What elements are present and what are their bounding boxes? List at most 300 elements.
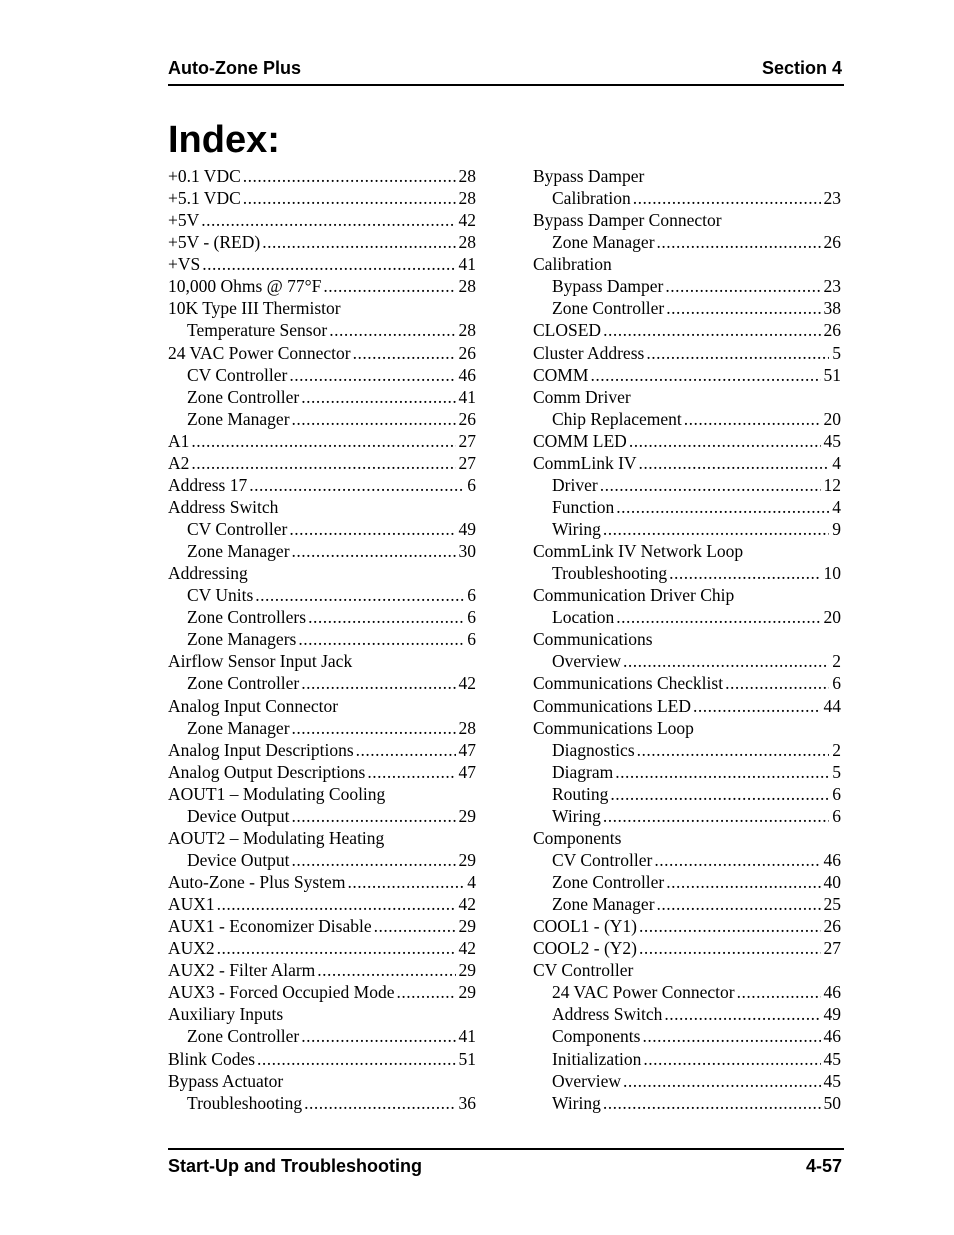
index-page-number: 26 xyxy=(823,232,841,253)
index-page-number: 6 xyxy=(467,607,476,628)
index-term: Address 17 xyxy=(168,474,248,495)
index-subentry xyxy=(168,408,476,430)
dot-leader xyxy=(614,606,820,628)
dot-leader xyxy=(601,319,820,341)
index-entry xyxy=(168,231,476,253)
dot-leader xyxy=(664,871,820,893)
dot-leader xyxy=(637,452,830,474)
dot-leader xyxy=(663,275,820,297)
index-term: CLOSED xyxy=(533,320,602,341)
index-page-number: 46 xyxy=(823,1026,841,1047)
index-subentry xyxy=(168,805,476,827)
dot-leader xyxy=(655,893,821,915)
index-page-number: 27 xyxy=(458,430,476,451)
dot-leader xyxy=(287,518,455,540)
index-term: COMM xyxy=(533,364,589,385)
index-term: Zone Controller xyxy=(187,673,300,694)
footer-page-number: 4-57 xyxy=(805,1156,842,1176)
index-term: Driver xyxy=(552,474,598,495)
index-page-number: 28 xyxy=(458,276,476,297)
index-subentry xyxy=(168,364,476,386)
index-term: Communications Checklist xyxy=(533,673,724,694)
index-term: Zone Manager xyxy=(187,541,290,562)
index-term: COOL1 - (Y1) xyxy=(533,916,638,937)
dot-leader xyxy=(290,805,456,827)
index-entry xyxy=(168,761,476,783)
index-entry xyxy=(168,1003,476,1025)
index-subentry xyxy=(533,739,841,761)
index-entry xyxy=(168,474,476,496)
index-entry xyxy=(168,959,476,981)
index-entry xyxy=(533,937,841,959)
dot-leader xyxy=(321,275,455,297)
index-page-number: 42 xyxy=(458,210,476,231)
index-subentry xyxy=(533,231,841,253)
index-page-number: 45 xyxy=(823,1070,841,1091)
header-section-label: Section 4 xyxy=(761,58,842,78)
index-page-number: 51 xyxy=(458,1048,476,1069)
index-subentry xyxy=(533,805,841,827)
dot-leader xyxy=(637,937,820,959)
index-term: Address Switch xyxy=(552,1004,663,1025)
index-page-number: 26 xyxy=(823,916,841,937)
index-entry xyxy=(168,275,476,297)
index-entry xyxy=(168,937,476,959)
index-page-number: 44 xyxy=(823,695,841,716)
index-entry xyxy=(168,187,476,209)
dot-leader xyxy=(394,981,455,1003)
index-page-number: 5 xyxy=(832,761,841,782)
index-page-number: 41 xyxy=(458,254,476,275)
index-subentry xyxy=(168,518,476,540)
index-term: Comm Driver xyxy=(533,386,631,407)
index-page-number: 29 xyxy=(458,960,476,981)
index-page-number: 27 xyxy=(823,938,841,959)
dot-leader xyxy=(627,430,821,452)
index-page-number: 23 xyxy=(823,276,841,297)
index-subentry xyxy=(533,1025,841,1047)
footer-chapter-title: Start-Up and Troubleshooting xyxy=(168,1156,422,1176)
index-page-number: 26 xyxy=(458,342,476,363)
dot-leader xyxy=(640,1025,820,1047)
index-page-number: 29 xyxy=(458,982,476,1003)
index-term: Calibration xyxy=(533,254,612,275)
index-entry xyxy=(168,695,476,717)
index-entry xyxy=(533,695,841,717)
index-term: Diagnostics xyxy=(552,739,635,760)
index-entry xyxy=(168,209,476,231)
dot-leader xyxy=(601,1092,821,1114)
index-entry xyxy=(533,165,841,187)
index-page-number: 46 xyxy=(458,364,476,385)
index-page-number: 45 xyxy=(823,430,841,451)
dot-leader xyxy=(189,430,455,452)
index-term: Overview xyxy=(552,651,622,672)
dot-leader xyxy=(287,364,455,386)
index-subentry xyxy=(533,871,841,893)
dot-leader xyxy=(345,871,464,893)
index-subentry xyxy=(533,474,841,496)
index-page-number: 5 xyxy=(832,342,841,363)
dot-leader xyxy=(608,783,829,805)
index-term: AOUT1 – Modulating Cooling xyxy=(168,783,386,804)
index-page-number: 30 xyxy=(458,541,476,562)
index-term: CV Controller xyxy=(187,519,288,539)
index-page-number: 49 xyxy=(458,519,476,539)
page-title: Index: xyxy=(168,119,280,161)
index-entry xyxy=(168,165,476,187)
index-entry xyxy=(533,915,841,937)
index-page-number: 28 xyxy=(458,717,476,738)
index-term: AUX1 - Economizer Disable xyxy=(168,916,372,937)
index-entry xyxy=(533,342,841,364)
index-entry xyxy=(168,496,476,518)
index-entry xyxy=(533,430,841,452)
dot-leader xyxy=(621,650,829,672)
dot-leader xyxy=(290,540,456,562)
dot-leader xyxy=(215,893,456,915)
dot-leader xyxy=(621,1070,820,1092)
index-term: COOL2 - (Y2) xyxy=(533,938,638,959)
index-page-number: 4 xyxy=(832,496,841,517)
index-term: CommLink IV xyxy=(533,452,637,473)
index-subentry xyxy=(168,849,476,871)
index-term: COMM LED xyxy=(533,430,627,451)
index-subentry xyxy=(533,1092,841,1114)
index-page-number: 46 xyxy=(823,982,841,1003)
dot-leader xyxy=(735,981,821,1003)
index-subentry xyxy=(168,606,476,628)
dot-leader xyxy=(247,474,464,496)
index-subentry xyxy=(168,1092,476,1114)
index-entry xyxy=(533,319,841,341)
index-term: Routing xyxy=(552,783,609,804)
index-page-number: 41 xyxy=(458,386,476,407)
index-entry xyxy=(168,893,476,915)
dot-leader xyxy=(189,452,455,474)
index-term: Initialization xyxy=(552,1048,642,1069)
index-page-number: 27 xyxy=(458,452,476,473)
dot-leader xyxy=(691,695,821,717)
index-subentry xyxy=(168,628,476,650)
index-term: Zone Manager xyxy=(552,894,655,915)
index-term: CV Controller xyxy=(533,960,634,981)
index-page-number: 2 xyxy=(832,651,841,672)
dot-leader xyxy=(255,1048,455,1070)
index-term: Zone Controller xyxy=(552,298,665,319)
index-term: Addressing xyxy=(168,563,248,584)
index-page-number: 51 xyxy=(823,364,841,385)
dot-leader xyxy=(241,187,456,209)
index-subentry xyxy=(168,672,476,694)
dot-leader xyxy=(302,1092,455,1114)
dot-leader xyxy=(662,1003,820,1025)
index-page-number: 26 xyxy=(823,320,841,341)
dot-leader xyxy=(372,915,456,937)
index-term: Overview xyxy=(552,1070,622,1091)
index-page-number: 9 xyxy=(832,519,841,539)
index-term: Device Output xyxy=(187,805,290,826)
index-entry xyxy=(533,253,841,275)
index-page-number: 29 xyxy=(458,916,476,937)
index-term: Zone Controller xyxy=(187,386,300,407)
index-page-number: 10 xyxy=(823,563,841,584)
dot-leader xyxy=(299,672,455,694)
index-term: AUX1 xyxy=(168,894,215,915)
dot-leader xyxy=(682,408,821,430)
index-entry xyxy=(168,452,476,474)
index-entry xyxy=(168,562,476,584)
dot-leader xyxy=(241,165,456,187)
dot-leader xyxy=(601,518,829,540)
dot-leader xyxy=(296,628,464,650)
index-entry xyxy=(533,209,841,231)
index-subentry xyxy=(533,981,841,1003)
index-page-number: 28 xyxy=(458,320,476,341)
index-term: Bypass Damper Connector xyxy=(533,210,722,231)
index-page-number: 4 xyxy=(467,872,476,892)
index-term: Troubleshooting xyxy=(187,1092,303,1113)
index-subentry xyxy=(533,297,841,319)
dot-leader xyxy=(260,231,455,253)
index-column-left xyxy=(168,165,476,1114)
index-subentry xyxy=(533,893,841,915)
dot-leader xyxy=(614,496,829,518)
index-entry xyxy=(168,297,476,319)
index-term: Analog Input Connector xyxy=(168,695,339,716)
index-page-number: 12 xyxy=(823,474,841,495)
index-term: Blink Codes xyxy=(168,1048,256,1069)
index-page-number: 6 xyxy=(467,585,476,606)
index-entry xyxy=(168,1048,476,1070)
index-page-number: 28 xyxy=(458,232,476,253)
index-page-number: 40 xyxy=(823,872,841,892)
index-term: Communications xyxy=(533,629,653,650)
index-term: Bypass Actuator xyxy=(168,1070,284,1091)
index-subentry xyxy=(533,562,841,584)
index-entry xyxy=(533,584,841,606)
index-entry xyxy=(533,364,841,386)
index-term: Device Output xyxy=(187,849,290,870)
index-page-number: 28 xyxy=(458,188,476,209)
index-entry xyxy=(533,628,841,650)
index-subentry xyxy=(533,1048,841,1070)
index-entry xyxy=(168,1070,476,1092)
index-page-number: 20 xyxy=(823,408,841,429)
index-page-number: 28 xyxy=(458,166,476,186)
dot-leader xyxy=(351,342,456,364)
dot-leader xyxy=(598,474,821,496)
index-page-number: 42 xyxy=(458,673,476,694)
index-entry xyxy=(168,650,476,672)
index-entry xyxy=(168,430,476,452)
page-header xyxy=(168,58,844,86)
index-subentry xyxy=(168,386,476,408)
dot-leader xyxy=(613,761,829,783)
index-term: A1 xyxy=(168,430,190,451)
index-page-number: 46 xyxy=(823,849,841,870)
index-term: +VS xyxy=(168,254,201,275)
index-subentry xyxy=(533,650,841,672)
index-term: CV Controller xyxy=(552,849,653,870)
index-term: Components xyxy=(533,827,622,848)
index-entry xyxy=(533,672,841,694)
index-term: 24 VAC Power Connector xyxy=(168,342,351,363)
dot-leader xyxy=(667,562,820,584)
index-term: AUX3 - Forced Occupied Mode xyxy=(168,982,395,1003)
index-term: CV Units xyxy=(187,585,254,606)
dot-leader xyxy=(664,297,820,319)
index-term: Bypass Damper xyxy=(552,276,664,297)
index-subentry xyxy=(168,319,476,341)
index-page-number: 6 xyxy=(467,474,476,495)
index-term: Zone Manager xyxy=(187,717,290,738)
index-term: +5.1 VDC xyxy=(168,188,241,209)
index-page-number: 6 xyxy=(467,629,476,650)
index-term: Zone Controllers xyxy=(187,607,307,628)
index-term: Wiring xyxy=(552,1092,601,1113)
index-page-number: 6 xyxy=(832,783,841,804)
index-subentry xyxy=(533,408,841,430)
index-page-number: 23 xyxy=(823,188,841,209)
index-term: Components xyxy=(552,1026,641,1047)
index-entry xyxy=(168,915,476,937)
index-subentry xyxy=(533,849,841,871)
dot-leader xyxy=(200,253,455,275)
index-subentry xyxy=(168,584,476,606)
index-subentry xyxy=(533,1003,841,1025)
dot-leader xyxy=(215,937,456,959)
dot-leader xyxy=(290,408,456,430)
dot-leader xyxy=(306,606,464,628)
index-term: Temperature Sensor xyxy=(187,320,328,341)
index-term: 24 VAC Power Connector xyxy=(552,982,735,1003)
index-entry xyxy=(533,452,841,474)
index-term: Zone Manager xyxy=(187,408,290,429)
index-term: CV Controller xyxy=(187,364,288,385)
index-entry xyxy=(533,959,841,981)
dot-leader xyxy=(723,672,829,694)
dot-leader xyxy=(644,342,829,364)
index-term: Zone Managers xyxy=(187,629,297,650)
index-page-number: 29 xyxy=(458,805,476,826)
dot-leader xyxy=(652,849,820,871)
dot-leader xyxy=(299,1025,455,1047)
index-term: Analog Input Descriptions xyxy=(168,739,354,760)
index-subentry xyxy=(533,496,841,518)
index-subentry xyxy=(533,1070,841,1092)
index-term: 10K Type III Thermistor xyxy=(168,298,341,319)
index-page-number: 6 xyxy=(832,673,841,694)
index-term: Airflow Sensor Input Jack xyxy=(168,651,353,672)
index-term: AUX2 - Filter Alarm xyxy=(168,960,316,981)
index-term: +5V - (RED) xyxy=(168,232,261,253)
index-page-number: 4 xyxy=(832,452,841,473)
dot-leader xyxy=(290,849,456,871)
index-term: Bypass Damper xyxy=(533,166,645,186)
index-entry xyxy=(533,827,841,849)
index-column-right xyxy=(533,165,841,1114)
index-page-number: 49 xyxy=(823,1004,841,1025)
index-term: 10,000 Ohms @ 77°F xyxy=(168,276,322,297)
index-subentry xyxy=(533,275,841,297)
index-entry xyxy=(168,827,476,849)
index-term: Chip Replacement xyxy=(552,408,682,429)
index-page-number: 29 xyxy=(458,849,476,870)
index-page-number: 2 xyxy=(832,739,841,760)
index-subentry xyxy=(533,761,841,783)
dot-leader xyxy=(631,187,821,209)
dot-leader xyxy=(588,364,820,386)
index-subentry xyxy=(168,1025,476,1047)
dot-leader xyxy=(253,584,464,606)
index-term: Communication Driver Chip xyxy=(533,585,735,606)
index-subentry xyxy=(533,783,841,805)
dot-leader xyxy=(641,1048,820,1070)
index-term: Auxiliary Inputs xyxy=(168,1004,284,1025)
index-term: Analog Output Descriptions xyxy=(168,761,366,782)
index-entry xyxy=(168,739,476,761)
index-term: Function xyxy=(552,496,615,517)
index-page-number: 41 xyxy=(458,1026,476,1047)
dot-leader xyxy=(199,209,455,231)
index-term: Wiring xyxy=(552,805,601,826)
index-term: Address Switch xyxy=(168,496,279,517)
index-term: Location xyxy=(552,607,615,628)
index-entry xyxy=(533,717,841,739)
dot-leader xyxy=(354,739,456,761)
dot-leader xyxy=(327,319,455,341)
index-page-number: 38 xyxy=(823,298,841,319)
dot-leader xyxy=(635,739,830,761)
index-page-number: 26 xyxy=(458,408,476,429)
index-entry xyxy=(168,981,476,1003)
index-subentry xyxy=(533,518,841,540)
header-document-title: Auto-Zone Plus xyxy=(168,58,301,78)
index-term: Zone Manager xyxy=(552,232,655,253)
index-term: A2 xyxy=(168,452,190,473)
index-page-number: 25 xyxy=(823,894,841,915)
dot-leader xyxy=(655,231,821,253)
index-page-number: 47 xyxy=(458,761,476,782)
index-page-number: 50 xyxy=(823,1092,841,1113)
index-term: Calibration xyxy=(552,188,631,209)
index-page-number: 47 xyxy=(458,739,476,760)
index-page-number: 42 xyxy=(458,938,476,959)
index-term: +5V xyxy=(168,210,200,231)
index-term: Zone Controller xyxy=(187,1026,300,1047)
index-entry xyxy=(168,871,476,893)
index-term: Zone Controller xyxy=(552,872,665,892)
index-subentry xyxy=(168,540,476,562)
index-subentry xyxy=(168,717,476,739)
index-subentry xyxy=(533,187,841,209)
index-term: Wiring xyxy=(552,519,601,539)
page-footer xyxy=(168,1148,844,1184)
dot-leader xyxy=(601,805,829,827)
index-page-number: 36 xyxy=(458,1092,476,1113)
dot-leader xyxy=(299,386,455,408)
dot-leader xyxy=(365,761,455,783)
index-entry xyxy=(168,342,476,364)
index-page-number: 45 xyxy=(823,1048,841,1069)
dot-leader xyxy=(315,959,455,981)
dot-leader xyxy=(637,915,820,937)
index-term: Troubleshooting xyxy=(552,563,668,584)
index-entry xyxy=(168,253,476,275)
index-term: CommLink IV Network Loop xyxy=(533,541,744,562)
index-page-number: 42 xyxy=(458,894,476,915)
